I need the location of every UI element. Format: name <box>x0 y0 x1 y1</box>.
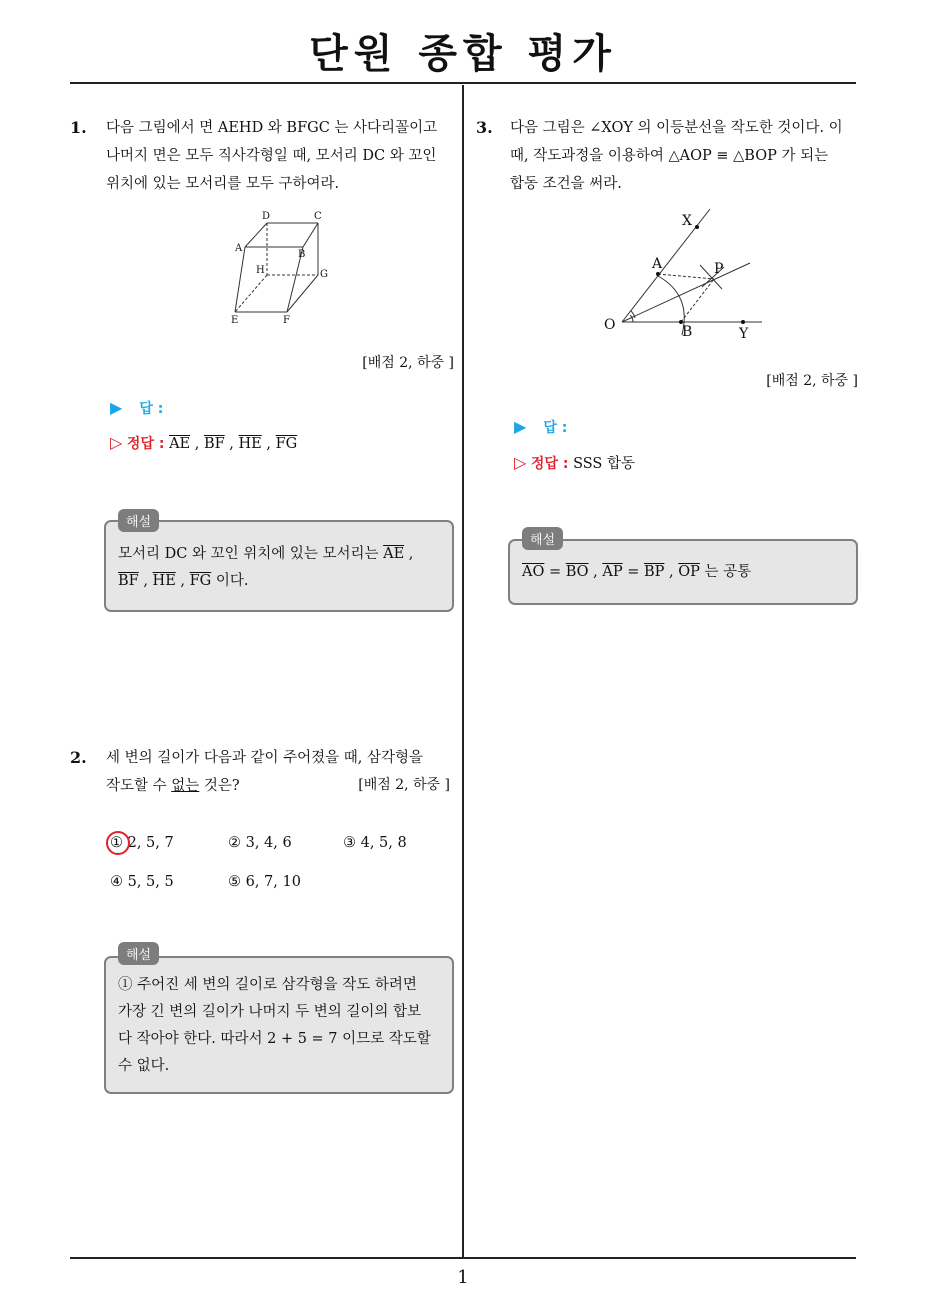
q1-line1: 다음 그림에서 면 AEHD 와 BFGC 는 사다리꼴이고 <box>106 120 438 136</box>
correct-arrow-icon: ▷ <box>514 453 527 472</box>
q1-line3: 위치에 있는 모서리를 모두 구하여라. <box>106 176 340 192</box>
q3-line3: 합동 조건을 써라. <box>510 176 622 192</box>
q2-number: 2. <box>70 748 87 767</box>
label-Y: Y <box>739 326 749 342</box>
q3-line2: 때, 작도과정을 이용하여 △AOP ≡ △BOP 가 되는 <box>510 148 829 164</box>
q3-correct-row <box>514 452 635 473</box>
q3-answer-row[interactable] <box>514 417 567 437</box>
label-E: E <box>231 315 239 326</box>
label-B: B <box>682 324 693 340</box>
bottom-rule <box>70 1257 856 1259</box>
q2-choice-2[interactable]: ② 3, 4, 6 <box>228 835 292 851</box>
q2-choice-3[interactable]: ③ 4, 5, 8 <box>343 835 407 851</box>
answer-arrow-icon: ▶ <box>514 417 527 436</box>
q2-score: [배점 2, 하중 ] <box>358 777 450 793</box>
q1-correct-fg: $\overline{FG}$ <box>275 436 298 452</box>
q1-text <box>106 114 456 198</box>
q1-line2: 나머지 면은 모두 직사각형일 때, 모서리 DC 와 꼬인 <box>106 148 437 164</box>
q2-choice-4[interactable]: ④ 5, 5, 5 <box>110 874 174 890</box>
correct-arrow-icon: ▷ <box>110 433 123 452</box>
q2-explanation-box <box>104 956 454 1094</box>
q2-line2: 작도할 수 없는 것은? <box>106 778 240 794</box>
label-X: X <box>682 213 692 229</box>
q2-explanation-text: ① 주어진 세 변의 길이로 삼각형을 작도 하려면 가장 긴 변의 길이가 나머지 두 변의 길이의 합보 다 작아야 한다. 따라서 2 + 5 = 7 이므로 작도할 수 없다. <box>118 977 431 1074</box>
label-H: H <box>256 265 265 276</box>
q1-correct-he: $\overline{HE}$ <box>238 436 262 452</box>
column-divider <box>462 85 464 1257</box>
q2-choice-5[interactable]: ⑤ 6, 7, 10 <box>228 874 301 890</box>
q2-line1: 세 변의 길이가 다음과 같이 주어졌을 때, 삼각형을 <box>106 750 424 766</box>
q1-explanation-text: 모서리 DC 와 꼬인 위치에 있는 모서리는 $\overline{AE}$ , $\overline{BF}$ , $\overline{HE}$ , $\overline{FG}$ 이다. <box>118 546 414 589</box>
q1-correct-row: ▷ 정답 : $\overline{AE}$ , $\overline{BF}$ , $\overline{HE}$ , $\overline{FG}$ <box>110 433 298 452</box>
q1-number: 1. <box>70 118 87 137</box>
q2-explanation-tag: 해설 <box>118 942 159 965</box>
q1-score: [배점 2, 하중 ] <box>362 355 454 371</box>
label-A: A <box>652 256 663 272</box>
label-D: D <box>262 211 271 222</box>
page-title: 단원 종합 평가 <box>309 31 617 77</box>
q3-correct-value: SSS 합동 <box>573 456 635 472</box>
label-A: A <box>235 243 243 254</box>
label-F: F <box>283 315 290 326</box>
q1-answer-row[interactable] <box>110 398 163 418</box>
q3-answer-label: 답 : <box>543 420 568 436</box>
q3-score: [배점 2, 하중 ] <box>766 373 858 389</box>
q3-line1: 다음 그림은 ∠XOY 의 이등분선을 작도한 것이다. 이 <box>510 120 843 136</box>
label-P: P <box>714 261 724 277</box>
q3-explanation-text: $\overline{AO} = \overline{BO}$ , $\overline{AP} = \overline{BP}$ , $\overline{OP}$ 는 공통 <box>522 564 752 580</box>
answer-arrow-icon: ▶ <box>110 398 123 417</box>
q2-choice-1[interactable]: ① 2, 5, 7 <box>110 835 174 851</box>
label-C: C <box>314 211 322 222</box>
q1-prism-figure <box>225 205 335 330</box>
selected-circle-mark <box>104 829 134 857</box>
label-B: B <box>298 249 306 260</box>
q1-correct-label: 정답 : <box>126 436 165 452</box>
page-number: 1 <box>457 1267 469 1288</box>
label-G: G <box>320 269 328 280</box>
q3-explanation-tag: 해설 <box>522 527 563 550</box>
q3-bisector-figure <box>600 205 770 345</box>
q1-correct-bf: $\overline{BF}$ <box>203 436 225 452</box>
q3-explanation-box <box>508 539 858 605</box>
q1-explanation-box <box>104 520 454 612</box>
top-rule <box>70 82 856 84</box>
q3-number: 3. <box>476 118 493 137</box>
label-O: O <box>604 317 616 333</box>
q1-explanation-tag: 해설 <box>118 509 159 532</box>
q3-correct-label: 정답 : <box>530 456 569 472</box>
q1-correct-ae: $\overline{AE}$ <box>169 436 191 452</box>
q1-answer-label: 답 : <box>139 401 164 417</box>
q3-text <box>510 114 858 198</box>
